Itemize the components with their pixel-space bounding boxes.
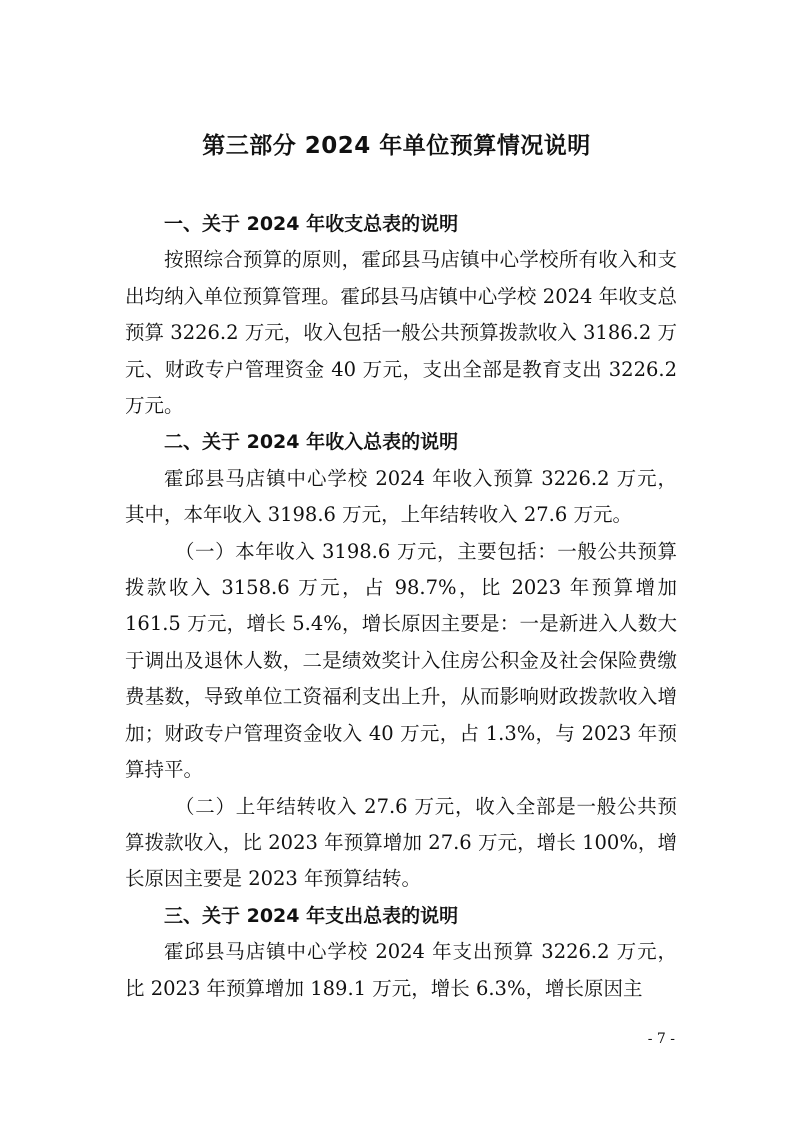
section-heading-1: 一、关于 2024 年收支总表的说明 xyxy=(164,213,459,235)
paragraph-expense-total: 霍邱县马店镇中心学校 2024 年支出预算 3226.2 万元，比 2023 年预算增加 189.1 万元，增长 6.3%，增长原因主 xyxy=(125,940,677,1000)
paragraph-carryover-income: （二）上年结转收入 27.6 万元，收入全部是一般公共预算拨款收入，比 2023 年预算增加 27.6 万元，增长 100%，增长原因主要是 2023 年预算结转。 xyxy=(125,794,677,891)
paragraph-income-expense-summary: 按照综合预算的原则，霍邱县马店镇中心学校所有收入和支出均纳入单位预算管理。霍邱县马店镇中心学校 2024 年收支总预算 3226.2 万元，收入包括一般公共预算拨款收入 3186.2 万元、财政专户管理资金 40 万元，支出全部是教育支出 3226.2 万元。 xyxy=(125,248,677,418)
document-body xyxy=(125,206,677,1007)
section-heading-3: 三、关于 2024 年支出总表的说明 xyxy=(164,904,459,927)
paragraph-current-year-income: （一）本年收入 3198.6 万元，主要包括：一般公共预算拨款收入 3158.6 万元，占 98.7%，比 2023 年预算增加 161.5 万元，增长 5.4%，增长原因主要是：一是新进入人数大于调出及退休人数，二是绩效奖计入住房公积金及社会保险费缴费基数，导致单位工资福利支出上升，从而影响财政拨款收入增加；财政专户管理资金收入 40 万元，占 1.3%，与 2023 年预算持平。 xyxy=(125,539,677,782)
paragraph-income-total: 霍邱县马店镇中心学校 2024 年收入预算 3226.2 万元，其中，本年收入 3198.6 万元，上年结转收入 27.6 万元。 xyxy=(125,466,677,527)
document-title: 第三部分 2024 年单位预算情况说明 xyxy=(202,133,591,159)
section-heading-2: 二、关于 2024 年收入总表的说明 xyxy=(164,431,459,454)
page-number: - 7 - xyxy=(647,1031,675,1047)
